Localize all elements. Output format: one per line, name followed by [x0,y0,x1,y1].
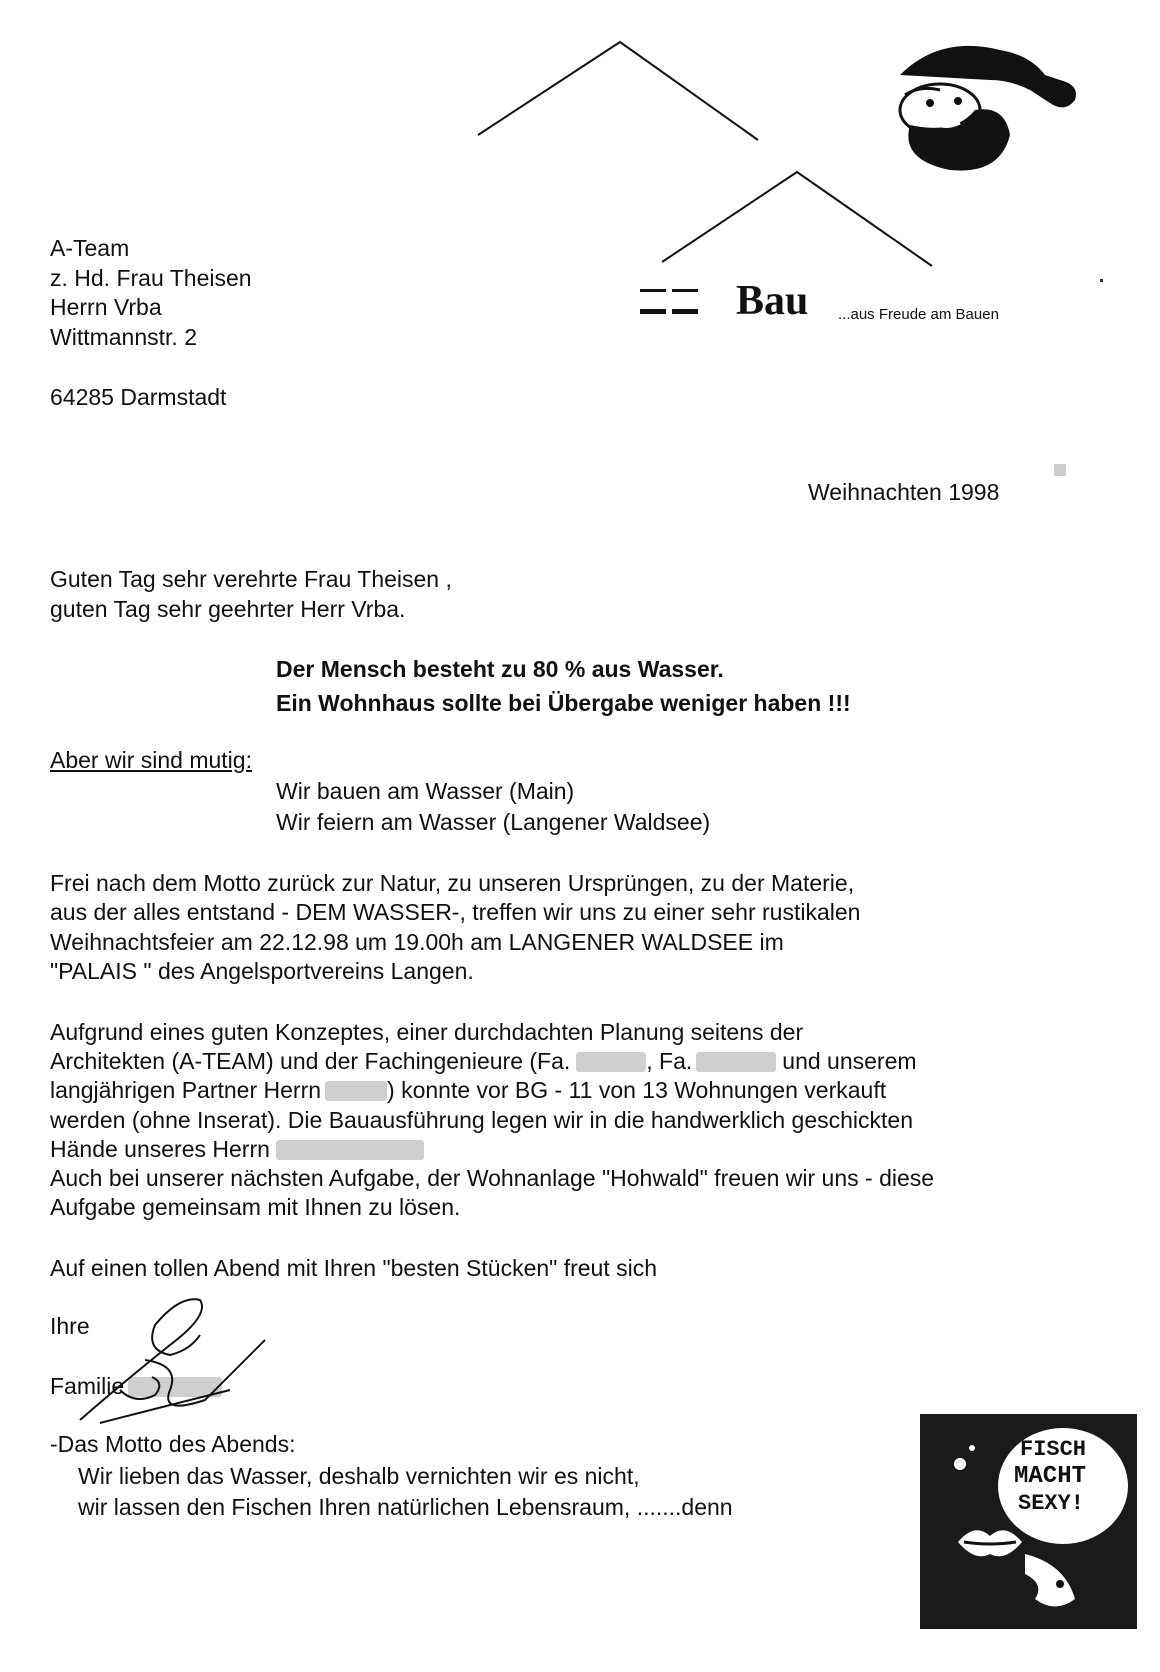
para1-line-2: aus der alles entstand - DEM WASSER-, treffen wir uns zu einer sehr rustikalen [50,899,861,925]
redacted-name [576,1052,646,1072]
company-name: Bau [736,278,809,324]
headline-line-1: Der Mensch besteht zu 80 % aus Wasser. [276,656,724,682]
fisch-macht-sexy-stamp [920,1414,1137,1629]
para2-line-3a: langjährigen Partner Herrn [50,1077,322,1103]
redacted-name [276,1140,424,1160]
company-name-redacted-4 [672,289,698,292]
para2-line-2 [50,1046,917,1076]
para2-line-3b: ) konnte vor BG - 11 von 13 Wohnungen verkauft [387,1077,887,1103]
address-line-3: Herrn Vrba [50,294,162,320]
para2-line-1: Aufgrund eines guten Konzeptes, einer durchdachten Planung seitens der [50,1019,804,1045]
letter-date: Weihnachten 1998 [808,479,1000,505]
company-name-redacted-2 [672,309,698,314]
mutig-heading: Aber wir sind mutig: [50,747,252,773]
address-line-2: z. Hd. Frau Theisen [50,265,252,291]
redacted-name [696,1052,776,1072]
company-logo [640,278,830,327]
para1-line-4: "PALAIS " des Angelsportvereins Langen. [50,958,474,984]
para2-line-3 [50,1075,886,1105]
para2-line-7: Aufgabe gemeinsam mit Ihnen zu lösen. [50,1194,461,1220]
para1-line-3: Weihnachtsfeier am 22.12.98 um 19.00h am LANGENER WALDSEE im [50,929,784,955]
headline-line-2: Ein Wohnhaus sollte bei Übergabe weniger haben !!! [276,690,851,716]
mutig-line-1: Wir bauen am Wasser (Main) [276,778,575,804]
closing-ihre: Ihre [50,1313,90,1339]
para2-line-2c: und unserem [782,1048,917,1074]
slogan: ...aus Freude am Bauen [838,306,999,323]
motto-line-2: wir lassen den Fischen Ihren natürlichen Lebensraum, .......denn [78,1494,733,1520]
para2-line-2a: Architekten (A-TEAM) und der Fachingenieure (Fa. [50,1048,571,1074]
para1-line-1: Frei nach dem Motto zurück zur Natur, zu unseren Ursprüngen, zu der Materie, [50,870,855,896]
para2-line-5 [50,1134,424,1164]
mutig-line-2: Wir feiern am Wasser (Langener Waldsee) [276,809,711,835]
sparkle-icon [930,1434,990,1494]
para2-line-2b: , Fa. [646,1048,693,1074]
motto-label: -Das Motto des Abends: [50,1431,296,1457]
gray-mark [1054,464,1066,476]
stamp-line-3: SEXY! [1018,1491,1085,1516]
fish-icon [1005,1544,1095,1624]
family-label: Familie [50,1373,125,1399]
para2-line-4: werden (ohne Inserat). Die Bauausführung legen wir in die handwerklich geschickten [50,1107,913,1133]
address-line-4: Wittmannstr. 2 [50,324,197,350]
para2-line-6: Auch bei unserer nächsten Aufgabe, der Wohnanlage "Hohwald" freuen wir uns - diese [50,1165,935,1191]
stamp-line-1: FISCH [1020,1437,1087,1462]
stamp-line-2: MACHT [1014,1463,1087,1490]
closing-line: Auf einen tollen Abend mit Ihren "besten Stücken" freut sich [50,1255,658,1281]
company-name-redacted [640,309,666,314]
santa-logo-icon [880,35,1080,175]
motto-line-1: Wir lieben das Wasser, deshalb vernichten wir es nicht, [78,1463,640,1489]
redacted-name [325,1081,387,1101]
address-city: 64285 Darmstadt [50,384,227,410]
para2-line-5-text: Hände unseres Herrn [50,1136,270,1162]
address-line-1: A-Team [50,235,130,261]
company-name-redacted-3 [640,289,666,292]
dot-mark [1100,279,1103,282]
greeting-line-1: Guten Tag sehr verehrte Frau Theisen , [50,566,452,592]
greeting-line-2: guten Tag sehr geehrter Herr Vrba. [50,596,406,622]
